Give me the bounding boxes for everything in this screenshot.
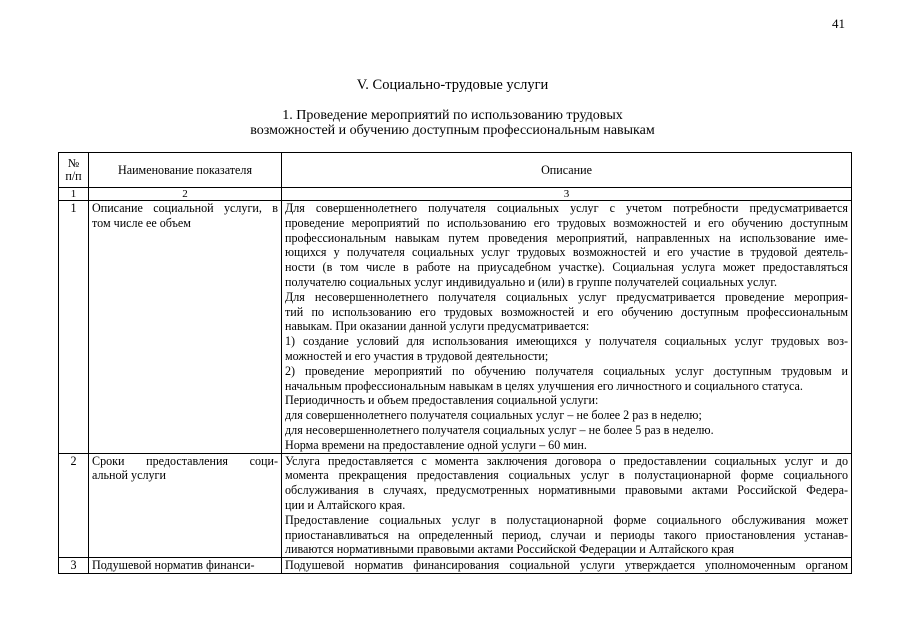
table-row (59, 558, 852, 574)
description-line: Предоставление социальных услуг в полустационарной форме социального обслуживания может (285, 512, 848, 527)
header-num: № п/п (59, 153, 89, 188)
description (282, 201, 852, 454)
header-desc: Описание (282, 153, 852, 188)
subtitle (0, 108, 905, 138)
subtitle-line: возможностей и обучению доступным профессиональным навыкам (250, 123, 655, 138)
description-line: навыкам. При оказании данной услуги предусматривается: (285, 319, 590, 334)
description-line: профессиональным навыкам путем проведения мероприятий, направленных на использование име- (285, 230, 848, 245)
table-row (59, 453, 852, 558)
indicator-name-line: Подушевой норматив финанси- (92, 558, 255, 573)
table-header-row (59, 153, 852, 188)
description-line: Для совершеннолетнего получателя социальных услуг с учетом потребности предусматривается (285, 201, 848, 215)
section-title: V. Социально-трудовые услуги (356, 77, 549, 93)
row-number: 1 (59, 201, 89, 454)
description-line: получателю социальных услуг индивидуально и (или) в группе получателей социальных услуг. (285, 274, 778, 289)
page-number: 41 (832, 16, 845, 31)
description-line: ющихся у получателя социальных услуг трудовых возможностей и его участие в трудовой деятель- (285, 245, 848, 260)
description-line: Для несовершеннолетнего получателя социальных услуг предусматривается проведение мероприя- (285, 289, 848, 304)
description-line: начальным профессиональным навыкам в целях улучшения его личностного и социального статуса. (285, 378, 803, 393)
indicator-name (89, 201, 282, 454)
description-line: приостанавливаться на определенный период, случаи и периоды такого приостановления устанав- (285, 527, 848, 542)
column-number: 3 (282, 188, 852, 201)
description-line: ливаются нормативными правовыми актами Российской Федерации и Алтайского края (285, 542, 735, 557)
description-line: для совершеннолетнего получателя социальных услуг – не более 2 раз в неделю; (285, 408, 702, 423)
table-body (59, 201, 852, 574)
description-line: Услуга предоставляется с момента заключения договора о предоставлении социальных услуг и до (285, 453, 848, 468)
description-line: 1) создание условий для использования имеющихся у получателя социальных услуг трудовых воз- (285, 334, 848, 349)
indicator-name-line: Описание социальной услуги, в (92, 201, 278, 215)
description-line: ции и Алтайского края. (285, 497, 406, 512)
description-line: обслуживания в случаях, предусмотренных нормативными правовыми актами Российской Федера- (285, 483, 848, 498)
description-line: ности (в том числе в работе на приусадебном участке). Социальная услуга может предоставляться (285, 260, 848, 275)
column-number: 2 (89, 188, 282, 201)
column-number: 1 (59, 188, 89, 201)
indicator-name-line: альной услуги (92, 468, 166, 483)
description (282, 453, 852, 558)
description-line: тий по использованию его трудовых возможностей и его обучению доступным профессиональным (285, 304, 848, 319)
table-row (59, 201, 852, 454)
row-number: 2 (59, 453, 89, 558)
description-line: Подушевой норматив финансирования социальной услуги утверждается уполномоченным органом (285, 558, 848, 573)
description-line: 2) проведение мероприятий по обучению получателя социальных услуг доступным трудовым и (285, 363, 848, 378)
column-number-row (59, 188, 852, 201)
description-line: можностей и его участия в трудовой деятельности; (285, 348, 549, 363)
description-line: момента прекращения предоставления социальных услуг в полустационарной форме социального (285, 468, 848, 483)
header-name: Наименование показателя (89, 153, 282, 188)
description (282, 558, 852, 574)
description-line: проведение мероприятий по использованию его трудовых возможностей и его обучению доступным (285, 215, 848, 230)
indicator-name (89, 558, 282, 574)
description-line: Норма времени на предоставление одной услуги – 60 мин. (285, 437, 587, 452)
subtitle-line: 1. Проведение мероприятий по использованию трудовых (282, 108, 623, 123)
row-number: 3 (59, 558, 89, 574)
description-line: для несовершеннолетнего получателя социальных услуг – не более 5 раз в неделю. (285, 422, 714, 437)
indicator-name-line: Сроки предоставления соци- (92, 453, 278, 468)
indicator-name-line: том числе ее объем (92, 215, 191, 230)
services-table (58, 152, 852, 574)
indicator-name (89, 453, 282, 558)
description-line: Периодичность и объем предоставления социальной услуги: (285, 393, 599, 408)
